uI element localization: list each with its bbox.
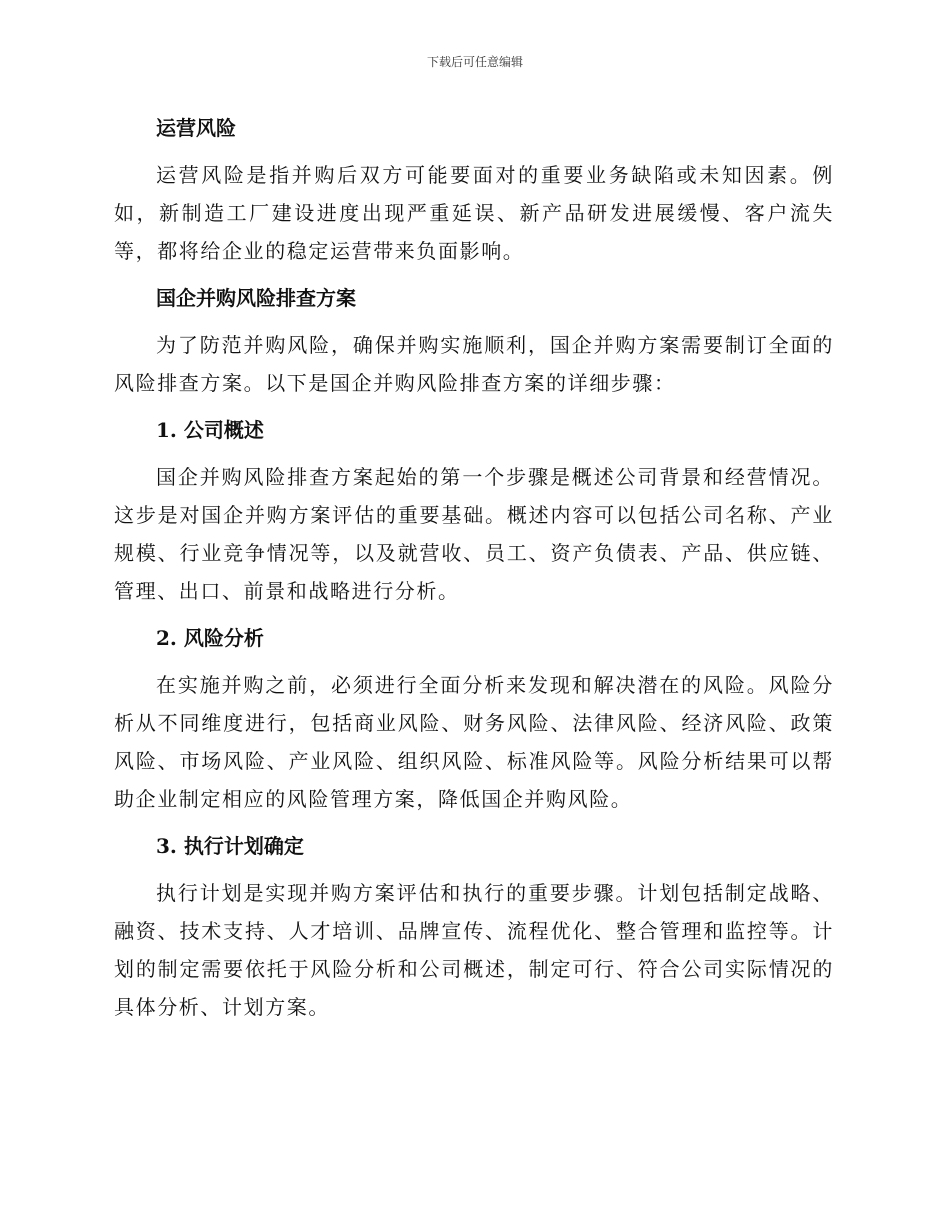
section-heading-company-overview: 1. 公司概述 (156, 418, 264, 442)
section-heading-risk-analysis: 2. 风险分析 (156, 626, 264, 650)
section-heading-operational-risk: 运营风险 (156, 116, 236, 140)
page-header: 下载后可任意编辑 (426, 55, 523, 69)
section-paragraph-risk-screening-plan: 为了防范并购风险，确保并购实施顺利，国企并购方案需要制订全面的风险排查方案。以下是国企并购风险排查方案的详细步骤： (114, 333, 834, 395)
section-heading-execution-plan: 3. 执行计划确定 (156, 834, 304, 858)
section-paragraph-operational-risk: 运营风险是指并购后双方可能要面对的重要业务缺陷或未知因素。例如，新制造工厂建设进度出现严重延误、新产品研发进展缓慢、客户流失等，都将给企业的稳定运营带来负面影响。 (114, 163, 834, 263)
document-body (114, 110, 834, 1036)
section-paragraph-execution-plan: 执行计划是实现并购方案评估和执行的重要步骤。计划包括制定战略、融资、技术支持、人才培训、品牌宣传、流程优化、整合管理和监控等。计划的制定需要依托于风险分析和公司概述，制定可行、符合公司实际情况的具体分析、计划方案。 (114, 881, 834, 1019)
section-paragraph-company-overview: 国企并购风险排查方案起始的第一个步骤是概述公司背景和经营情况。这步是对国企并购方案评估的重要基础。概述内容可以包括公司名称、产业规模、行业竞争情况等，以及就营收、员工、资产负债表、产品、供应链、管理、出口、前景和战略进行分析。 (114, 465, 834, 603)
section-paragraph-risk-analysis: 在实施并购之前，必须进行全面分析来发现和解决潜在的风险。风险分析从不同维度进行，包括商业风险、财务风险、法律风险、经济风险、政策风险、市场风险、产业风险、组织风险、标准风险等。风险分析结果可以帮助企业制定相应的风险管理方案，降低国企并购风险。 (114, 673, 834, 811)
section-heading-risk-screening-plan: 国企并购风险排查方案 (156, 286, 356, 310)
